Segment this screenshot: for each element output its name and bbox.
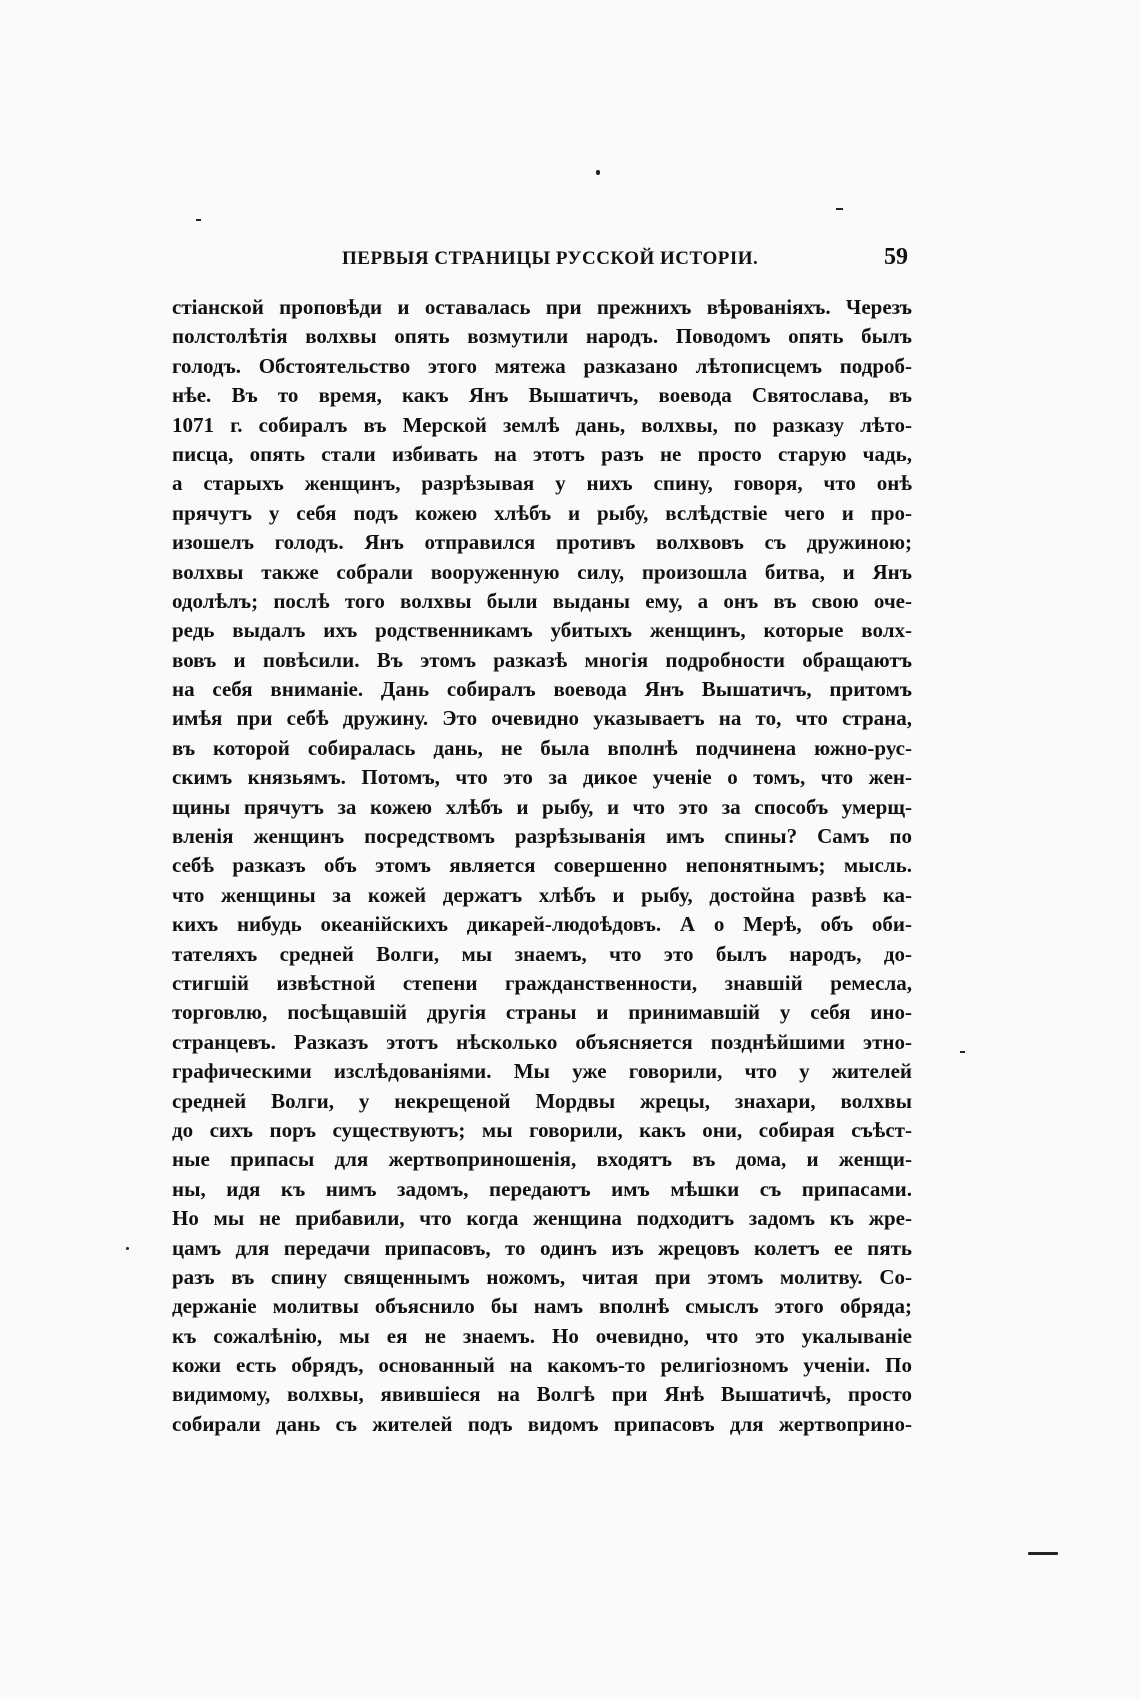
- text-line: держаніе молитвы объяснило бы намъ вполнѣ смыслъ этого обряда;: [172, 1294, 912, 1319]
- text-line: на себя вниманіе. Дань собиралъ воевода Янъ Вышатичъ, притомъ: [172, 677, 912, 702]
- text-line: изошелъ голодъ. Янъ отправился противъ волхвовъ съ дружиною;: [172, 530, 912, 555]
- text-line: къ сожалѣнію, мы ея не знаемъ. Но очевидно, что это укалываніе: [172, 1323, 912, 1348]
- text-line: полстолѣтія волхвы опять возмутили народъ. Поводомъ опять былъ: [172, 324, 912, 349]
- scan-speck: [1028, 1552, 1058, 1555]
- text-line: ные припасы для жертвоприношенія, входятъ въ дома, и женщи-: [172, 1147, 912, 1172]
- text-line: голодъ. Обстоятельство этого мятежа разказано лѣтописцемъ подроб-: [172, 353, 912, 378]
- text-line: стіанской проповѣди и оставалась при прежнихъ вѣрованіяхъ. Черезъ: [172, 295, 912, 319]
- text-line: собирали дань съ жителей подъ видомъ припасовъ для жертвоприно-: [172, 1411, 912, 1436]
- scan-speck: [836, 208, 843, 210]
- text-line: до сихъ поръ существуютъ; мы говорили, какъ они, собирая съѣст-: [172, 1117, 912, 1142]
- text-line: одолѣлъ; послѣ того волхвы были выданы ему, а онъ въ свою оче-: [172, 588, 912, 613]
- text-line: средней Волги, у некрещеной Мордвы жрецы, знахари, волхвы: [172, 1088, 912, 1113]
- text-line: скимъ князьямъ. Потомъ, что это за дикое ученіе о томъ, что жен-: [172, 765, 912, 790]
- scan-speck: [596, 170, 600, 175]
- text-line: тателяхъ средней Волги, мы знаемъ, что это былъ народъ, до-: [172, 941, 912, 966]
- text-line: волхвы также собрали вооруженную силу, произошла битва, и Янъ: [172, 559, 912, 584]
- text-line: видимому, волхвы, явившіеся на Волгѣ при Янѣ Вышатичѣ, просто: [172, 1382, 912, 1407]
- text-line: вовъ и повѣсили. Въ этомъ разказѣ многія подробности обращаютъ: [172, 647, 912, 672]
- text-line: что женщины за кожей держатъ хлѣбъ и рыбу, достойна развѣ ка-: [172, 882, 912, 907]
- text-line: себѣ разказъ объ этомъ является совершенно непонятнымъ; мысль.: [172, 853, 912, 878]
- body-text: [172, 293, 912, 1439]
- text-line: нѣе. Въ то время, какъ Янъ Вышатичъ, воевода Святослава, въ: [172, 383, 912, 408]
- text-line: разъ въ спину священнымъ ножомъ, читая при этомъ молитву. Со-: [172, 1264, 912, 1289]
- text-line: кихъ нибудь океанійскихъ дикарей-людоѣдовъ. А о Мерѣ, объ оби-: [172, 912, 912, 937]
- text-line: цамъ для передачи припасовъ, то одинъ изъ жрецовъ колетъ ее пять: [172, 1235, 912, 1260]
- page-number: 59: [884, 244, 908, 270]
- text-line: ны, идя къ нимъ задомъ, передаютъ имъ мѣшки съ припасами.: [172, 1176, 912, 1201]
- page-header: [172, 244, 908, 274]
- text-line: торговлю, посѣщавшій другія страны и принимавшій у себя ино-: [172, 1000, 912, 1025]
- text-line: прячутъ у себя подъ кожею хлѣбъ и рыбу, вслѣдствіе чего и про-: [172, 500, 912, 525]
- text-line: имѣя при себѣ дружину. Это очевидно указываетъ на то, что страна,: [172, 706, 912, 731]
- text-line: вленія женщинъ посредствомъ разрѣзыванія имъ спины? Самъ по: [172, 824, 912, 849]
- text-line: писца, опять стали избивать на этотъ разъ не просто старую чадь,: [172, 441, 912, 466]
- scan-speck: [960, 1051, 965, 1053]
- running-title: ПЕРВЫЯ СТРАНИЦЫ РУССКОЙ ИСТОРІИ.: [342, 248, 759, 269]
- scan-speck: [126, 1247, 129, 1250]
- text-line: графическими изслѣдованіями. Мы уже говорили, что у жителей: [172, 1059, 912, 1084]
- text-line: 1071 г. собиралъ въ Мерской землѣ дань, волхвы, по разказу лѣто-: [172, 412, 912, 437]
- text-line: въ которой собиралась дань, не была вполнѣ подчинена южно-рус-: [172, 735, 912, 760]
- text-line: щины прячутъ за кожею хлѣбъ и рыбу, и что это за способъ умерщ-: [172, 794, 912, 819]
- text-line: стигшій извѣстной степени гражданственности, знавшій ремесла,: [172, 970, 912, 995]
- text-line: странцевъ. Разказъ этотъ нѣсколько объясняется позднѣйшими этно-: [172, 1029, 912, 1054]
- text-line: а старыхъ женщинъ, разрѣзывая у нихъ спину, говоря, что онѣ: [172, 471, 912, 496]
- text-line: кожи есть обрядъ, основанный на какомъ-то религіозномъ ученіи. По: [172, 1353, 912, 1378]
- scan-speck: [196, 219, 201, 221]
- text-line: редь выдалъ ихъ родственникамъ убитыхъ женщинъ, которые волх-: [172, 618, 912, 643]
- text-line: Но мы не прибавили, что когда женщина подходитъ задомъ къ жре-: [172, 1206, 912, 1231]
